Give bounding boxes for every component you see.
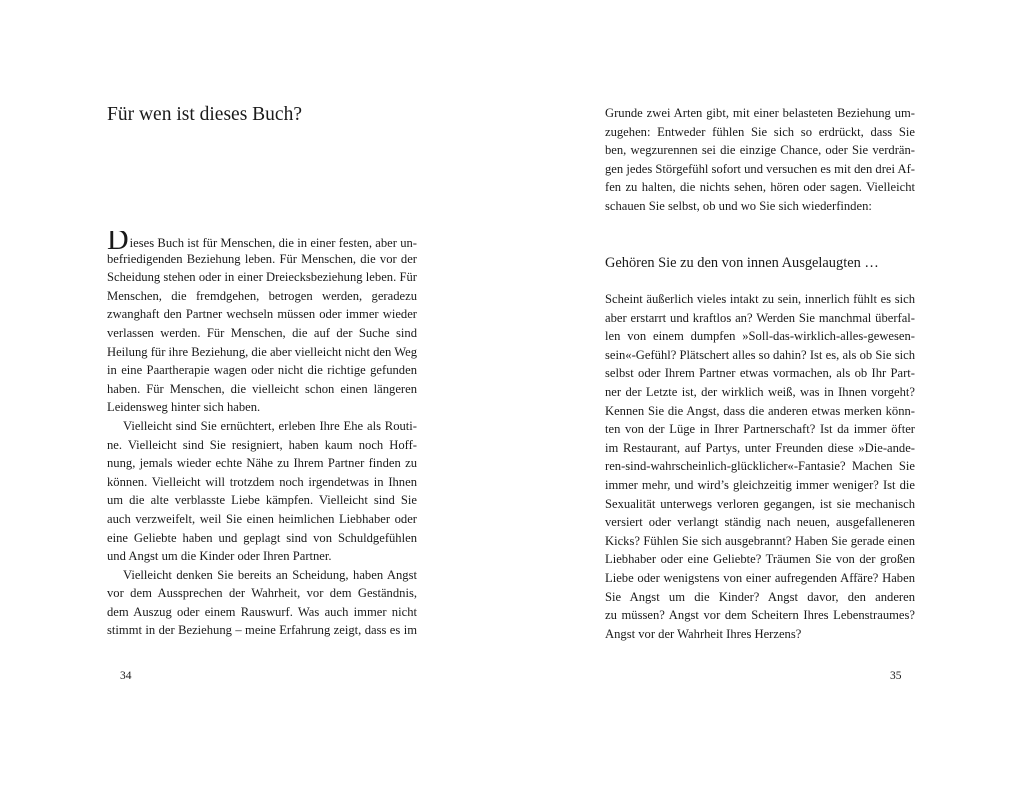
text-line [605,588,915,607]
text-line [107,343,417,362]
text-line [605,327,915,346]
text-line [605,625,915,644]
text-line [605,178,915,197]
text-line [605,104,915,123]
text-line [605,197,915,216]
text-line [107,473,417,492]
text-line-content: ren-sind-wahrscheinlich-glücklicher«-Fantasie? Machen Sie [605,459,915,474]
text-line [107,398,417,417]
text-line-content: befriedigenden Beziehung leben. Für Menschen, die vor der [107,251,417,266]
text-line [605,457,915,476]
text-line [605,141,915,160]
text-line-content: und Angst um die Kinder oder Ihren Partner. [107,549,332,564]
text-line [107,231,417,250]
text-line-content: ten von der Lüge in Ihrer Partnerschaft? Ist da immer öfter [605,422,915,437]
right-page [510,0,1020,788]
text-line [605,309,915,328]
text-line-content: Scheint äußerlich vieles intakt zu sein, innerlich fühlt es sich [605,292,915,306]
text-line-content: Menschen, die fremdgehen, betrogen werden, geradezu [107,288,417,303]
text-line-content: fen zu halten, die nichts sehen, hören oder sagen. Vielleicht [605,180,915,195]
text-line-content: haben. Für Menschen, die vielleicht schon einen längeren [107,381,417,396]
text-line [107,305,417,324]
text-line [605,123,915,142]
text-line-content: Liebe oder wenigstens von einer aufregenden Affäre? Haben [605,570,915,585]
text-line [605,383,915,402]
text-line-content: auch verzweifelt, weil Sie einen heimlichen Liebhaber oder [107,511,417,526]
text-line-content: können. Vielleicht will trotzdem noch irgendetwas in Ihnen [107,474,417,489]
text-line [107,547,417,566]
text-line-content: verlassen werden. Für Menschen, die auf der Suche sind [107,325,417,340]
text-line-content: gen jedes Störgefühl sofort und versuchen es mit den drei Af- [605,161,915,176]
text-line-content: Leidensweg hinter sich haben. [107,400,261,415]
text-line [107,361,417,380]
text-line-content: immer mehr, und wird’s gleichzeitig immer weniger? Ist die [605,477,915,492]
text-line-content: Liebhaber oder eine Geliebte? Träumen Sie von der großen [605,552,915,567]
text-line-content: schauen Sie selbst, ob und wo Sie sich wiederfinden: [605,198,872,213]
text-line-content: ne. Vielleicht sind Sie resigniert, haben kaum noch Hoff- [107,437,417,452]
text-line-content: zu müssen? Angst vor dem Scheitern Ihres Lebenstraumes? [605,608,915,623]
text-line [605,439,915,458]
text-line [107,436,417,455]
text-line-content: um die alte verblasste Liebe kämpfen. Vielleicht sind Sie [107,493,417,508]
text-line-content: zugehen: Entweder fühlen Sie sich so erdrückt, dass Sie [605,124,915,139]
text-line [605,476,915,495]
text-line-content: versiert oder verlangt ständig nach neuen, ausgefalleneren [605,515,915,530]
chapter-title: Für wen ist dieses Buch? [107,104,302,125]
text-line-content: selbst oder Ihrem Partner etwas vormachen, als ob Ihr Part- [605,366,915,381]
section-heading: Gehören Sie zu den von innen Ausgelaugten … [605,255,879,271]
text-line [107,417,417,436]
text-line [605,606,915,625]
text-line-content: ben, wegzurennen sei die einzige Chance, oder Sie verdrän- [605,143,915,158]
text-line-content: len von einem dumpfen »Soll-das-wirklich-alles-gewesen- [605,329,915,344]
text-line-content: Heilung für ihre Beziehung, die aber vielleicht nicht den Weg [107,344,417,359]
text-line [605,513,915,532]
text-line [107,454,417,473]
text-line-content: Vielleicht sind Sie ernüchtert, erleben Ihre Ehe als Routi- [123,418,417,433]
left-page-body [107,231,417,640]
text-line-content: dem Auszug oder einem Rauswurf. Was auch immer nicht [107,604,417,619]
text-line [605,569,915,588]
page-number-left: 34 [120,670,132,682]
text-line [605,364,915,383]
text-line-content: im Restaurant, auf Partys, unter Freunden diese »Die-ande- [605,440,915,455]
text-line-content: Sexualität unterwegs verloren gegangen, ist sie mechanisch [605,496,915,511]
text-line [107,621,417,640]
text-line [107,250,417,269]
text-line [107,268,417,287]
right-page-continuation [605,104,915,216]
right-page-body [605,290,915,643]
text-line-content: Angst vor der Wahrheit Ihres Herzens? [605,626,802,641]
text-line-content: Sie Angst um die Kinder? Angst davor, den anderen [605,589,915,604]
text-line-content: ieses Buch ist für Menschen, die in einer festen, aber un- [129,236,417,250]
text-line [107,380,417,399]
text-line [107,491,417,510]
text-line [107,324,417,343]
text-line-content: stimmt in der Beziehung – meine Erfahrung zeigt, dass es im [107,623,417,638]
text-line [107,584,417,603]
text-line [605,346,915,365]
text-line [605,532,915,551]
text-line [605,160,915,179]
text-line-content: sein«-Gefühl? Plätschert alles so dahin? Ist es, als ob Sie sich [605,347,915,362]
text-line-content: ner der Letzte ist, der wirklich weiß, was in Ihnen vorgeht? [605,384,915,399]
text-line-content: Kicks? Fühlen Sie sich ausgebrannt? Haben Sie gerade einen [605,533,915,548]
text-line [605,402,915,421]
text-line [107,603,417,622]
text-line [107,287,417,306]
text-line-content: nung, jemals wieder echte Nähe zu Ihrem Partner finden zu [107,456,417,471]
text-line [605,290,915,309]
text-line-content: zwanghaft den Partner wechseln müssen oder immer wieder [107,307,417,322]
text-line-content: Grunde zwei Arten gibt, mit einer belasteten Beziehung um- [605,106,915,120]
text-line-content: eine Geliebte haben und geplagt sind von Schuldgefühlen [107,530,417,545]
text-line [107,566,417,585]
text-line [605,550,915,569]
text-line-content: Scheidung stehen oder in einer Dreiecksbeziehung leben. Für [107,270,417,285]
text-line [605,495,915,514]
text-line [605,420,915,439]
text-line-content: in eine Paartherapie wagen oder nicht die richtige gefunden [107,363,417,378]
text-line-content: Vielleicht denken Sie bereits an Scheidung, haben Angst [123,567,417,582]
page-number-right: 35 [890,670,902,682]
text-line-content: aber erstarrt und kraftlos an? Werden Sie manchmal überfal- [605,310,915,325]
text-line-content: vor dem Aussprechen der Wahrheit, vor dem Geständnis, [107,586,417,601]
text-line [107,529,417,548]
text-line [107,510,417,529]
text-line-content: Kennen Sie die Angst, dass die anderen etwas merken könn- [605,403,915,418]
drop-cap: D [107,231,129,250]
